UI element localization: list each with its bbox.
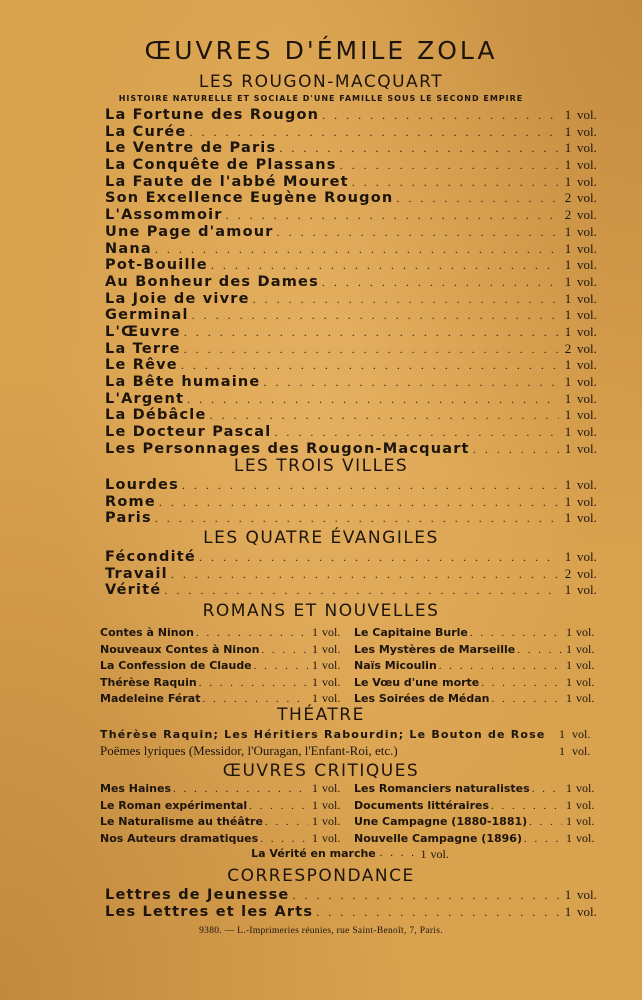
item-title: Documents littéraires [354, 798, 489, 812]
dot-leader [260, 374, 559, 391]
list-item [100, 743, 600, 760]
item-unit: vol. [577, 157, 597, 173]
item-title: Les Personnages des Rougon-Macquart [105, 440, 470, 457]
list-item [105, 904, 605, 921]
item-count: 1 [312, 658, 318, 672]
grid-cell [354, 780, 600, 797]
list-item [105, 190, 605, 207]
item-unit: vol. [576, 674, 595, 689]
item-title: Nos Auteurs dramatiques [100, 831, 259, 845]
item-title: Nouveaux Contes à Ninon [100, 642, 260, 656]
item-title: Rome [105, 493, 156, 510]
list-correspondance [105, 887, 605, 920]
item-count: 1 [566, 797, 572, 812]
item-count: 1 [566, 625, 572, 639]
item-unit: vol. [577, 440, 597, 456]
dot-leader [479, 675, 562, 691]
item-title: La Bête humaine [105, 374, 261, 390]
list-item [105, 140, 605, 157]
table-row [100, 674, 600, 691]
dot-leader [289, 887, 559, 904]
grid-cell [354, 813, 600, 830]
item-title: Travail [105, 565, 168, 582]
item-unit: vol. [572, 727, 591, 741]
item-count: 1 [564, 307, 572, 323]
list-item [105, 374, 605, 391]
list-item [105, 291, 605, 308]
item-title: La Conquête de Plassans [105, 157, 337, 174]
dot-leader [489, 798, 562, 814]
item-count: 1 [564, 240, 572, 256]
dot-leader [156, 494, 559, 511]
printer-imprint: 9380. — L.-Imprimeries réunies, rue Saint-Benoît, 7, Paris. [199, 926, 443, 936]
dot-leader [250, 291, 559, 308]
item-count: 1 [312, 674, 318, 689]
item-title: Lourdes [105, 477, 179, 493]
item-count: 1 [564, 290, 572, 306]
item-count: 1 [312, 691, 318, 705]
item-title: Naïs Micoulin [354, 659, 437, 672]
dot-leader [194, 625, 308, 641]
section-heading-correspondance: CORRESPONDANCE [227, 866, 415, 886]
item-count: 1 [564, 107, 572, 122]
dot-leader [207, 407, 559, 424]
dot-leader [189, 307, 559, 324]
item-unit: vol. [577, 493, 597, 509]
list-trois-villes [105, 477, 605, 527]
list-item [105, 341, 605, 358]
list-item [105, 424, 605, 441]
list-item [105, 107, 605, 124]
centered-item [100, 847, 600, 862]
item-unit: vol. [577, 549, 597, 564]
item-unit: vol. [577, 903, 597, 919]
item-unit: vol. [577, 424, 597, 440]
item-count: 2 [564, 207, 572, 223]
table-row [100, 641, 600, 658]
item-title: Fécondité [105, 549, 196, 565]
item-unit: vol. [576, 830, 595, 845]
dot-leader [468, 625, 562, 641]
list-item [105, 274, 605, 291]
item-count: 1 [564, 374, 572, 389]
item-unit: vol. [577, 207, 597, 223]
table-row [100, 780, 600, 797]
dot-leader [196, 549, 559, 566]
item-unit: vol. [322, 658, 341, 672]
dot-leader [171, 781, 308, 797]
dot-leader [247, 798, 308, 814]
list-rougon-macquart [105, 107, 605, 457]
item-count: 1 [564, 582, 572, 598]
item-count: 1 [559, 743, 565, 758]
list-item [105, 407, 605, 424]
grid-cell [100, 657, 348, 674]
item-count: 1 [564, 357, 572, 373]
item-unit: vol. [322, 814, 341, 828]
dot-leader [470, 441, 559, 458]
item-unit: vol. [322, 691, 341, 705]
item-unit: vol. [577, 565, 597, 581]
section-heading-rougon-macquart: LES ROUGON-MACQUART [198, 72, 444, 92]
item-unit: vol. [576, 691, 595, 705]
item-title: Thérèse Raquin [100, 675, 197, 689]
list-item [105, 391, 605, 408]
dot-leader [184, 391, 559, 408]
dot-leader [337, 157, 559, 174]
item-unit: vol. [577, 340, 597, 356]
item-count: 1 [564, 123, 572, 139]
item-unit: vol. [322, 625, 341, 639]
dot-leader [319, 107, 559, 124]
item-title: Son Excellence Eugène Rougon [105, 190, 394, 207]
item-count: 1 [420, 847, 427, 861]
item-count: 1 [566, 781, 572, 795]
page-title: ŒUVRES D'ÉMILE ZOLA [144, 36, 498, 65]
item-title: La Curée [105, 123, 187, 140]
item-unit: vol. [577, 374, 597, 389]
section-heading-quatre-evangiles: LES QUATRE ÉVANGILES [203, 528, 439, 548]
table-row [100, 813, 600, 830]
item-unit: vol. [577, 173, 597, 189]
dot-leader [527, 814, 562, 830]
item-title: L'Œuvre [105, 323, 181, 340]
grid-romans-nouvelles [100, 624, 600, 707]
item-title: Mes Haines [100, 782, 172, 795]
dot-leader [437, 658, 562, 674]
dot-leader [263, 814, 308, 830]
item-count: 1 [564, 223, 572, 239]
dot-leader [522, 831, 562, 847]
grid-cell [354, 674, 600, 691]
item-title: Les Soirées de Médan [354, 692, 490, 705]
dot-leader [223, 207, 559, 224]
dot-leader [208, 257, 559, 274]
item-unit: vol. [322, 674, 341, 689]
grid-cell [100, 641, 348, 658]
item-unit: vol. [577, 140, 597, 156]
section-heading-theatre: THÉATRE [277, 705, 365, 725]
item-count: 2 [564, 190, 572, 206]
table-row [100, 657, 600, 674]
list-item [105, 324, 605, 341]
dot-leader [168, 566, 559, 583]
list-item [100, 726, 600, 743]
section-heading-romans-nouvelles: ROMANS ET NOUVELLES [202, 601, 440, 621]
item-count: 1 [312, 830, 318, 845]
item-count: 1 [564, 510, 572, 526]
item-unit: vol. [577, 123, 597, 139]
grid-cell [100, 830, 348, 847]
dot-leader [258, 831, 308, 847]
item-unit: vol. [322, 781, 341, 795]
item-count: 1 [566, 814, 572, 828]
dot-leader [259, 642, 308, 658]
item-title: L'Argent [105, 390, 185, 407]
table-row [100, 797, 600, 814]
item-title: Madeleine Férat [100, 692, 201, 705]
list-item [105, 241, 605, 258]
table-row [100, 624, 600, 641]
item-title: Les Mystères de Marseille [354, 642, 516, 656]
dot-leader [178, 357, 559, 374]
dot-leader [276, 140, 559, 157]
table-row [100, 830, 600, 847]
item-unit: vol. [430, 847, 449, 861]
item-unit: vol. [577, 477, 597, 492]
item-unit: vol. [577, 107, 597, 122]
dot-leader [349, 174, 559, 191]
item-unit: vol. [577, 273, 597, 289]
item-title: Contes à Ninon [100, 626, 195, 639]
item-count: 1 [564, 407, 572, 423]
item-title: La Joie de vivre [105, 290, 250, 307]
item-count: 1 [566, 674, 572, 689]
list-item [105, 257, 605, 274]
grid-cell [354, 797, 600, 814]
item-unit: vol. [577, 290, 597, 306]
item-count: 1 [564, 477, 572, 492]
item-unit: vol. [577, 257, 597, 273]
item-count: 1 [564, 173, 572, 189]
item-title: Les Lettres et les Arts [105, 903, 314, 920]
list-item [105, 307, 605, 324]
grid-cell [100, 624, 348, 641]
item-count: 1 [312, 641, 318, 656]
item-title: La Débâcle [105, 407, 207, 424]
item-unit: vol. [577, 307, 597, 323]
item-unit: vol. [577, 223, 597, 239]
item-title: Une Page d'amour [105, 223, 274, 240]
grid-cell [100, 780, 348, 797]
grid-cell [100, 797, 348, 814]
list-item [105, 124, 605, 141]
item-count: 1 [566, 691, 572, 705]
item-title: La Fortune des Rougon [105, 107, 320, 123]
list-theatre [100, 726, 600, 759]
item-count: 2 [564, 565, 572, 581]
list-item [105, 224, 605, 241]
item-count: 1 [566, 641, 572, 656]
item-title: Le Naturalisme au théâtre [100, 815, 263, 828]
item-count: 1 [564, 390, 572, 406]
item-title: Vérité [105, 582, 162, 599]
item-count: 1 [564, 549, 572, 564]
dot-leader [186, 124, 559, 141]
item-unit: vol. [576, 814, 595, 828]
section-heading-oeuvres-critiques: ŒUVRES CRITIQUES [222, 761, 420, 781]
item-unit: vol. [576, 641, 595, 656]
item-count: 1 [566, 658, 572, 672]
list-quatre-evangiles [105, 549, 605, 599]
item-unit: vol. [577, 582, 597, 598]
item-unit: vol. [577, 323, 597, 339]
dot-leader [271, 424, 559, 441]
item-count: 1 [564, 440, 572, 456]
dot-leader [179, 477, 559, 494]
item-unit: vol. [576, 797, 595, 812]
list-item [105, 549, 605, 566]
list-item [105, 174, 605, 191]
item-title: Lettres de Jeunesse [105, 887, 290, 903]
item-title: Poëmes lyriques (Messidor, l'Ouragan, l'Enfant-Roi, etc.) [100, 742, 398, 758]
list-item [105, 477, 605, 494]
item-unit: vol. [322, 830, 341, 845]
dot-leader [252, 658, 308, 674]
item-count: 2 [564, 340, 572, 356]
item-title: Nouvelle Campagne (1896) [354, 831, 522, 845]
item-title: La Faute de l'abbé Mouret [105, 173, 349, 190]
list-item [105, 207, 605, 224]
item-title: Le Vœu d'une morte [354, 675, 480, 689]
item-count: 1 [564, 140, 572, 156]
grid-cell [100, 674, 348, 691]
item-unit: vol. [577, 190, 597, 206]
dot-leader [313, 904, 559, 921]
dot-leader [181, 341, 559, 358]
grid-cell [354, 641, 600, 658]
item-unit: vol. [576, 781, 595, 795]
item-title: Une Campagne (1880-1881) [354, 815, 528, 828]
item-count: 1 [564, 424, 572, 440]
list-item [105, 357, 605, 374]
item-unit: vol. [577, 390, 597, 406]
list-item [105, 494, 605, 511]
dot-leader [181, 324, 559, 341]
grid-cell [354, 830, 600, 847]
item-count: 1 [564, 903, 572, 919]
dot-leader: . . . . [379, 847, 417, 859]
section-subtitle: HISTOIRE NATURELLE ET SOCIALE D'UNE FAMILLE SOUS LE SECOND EMPIRE [118, 94, 524, 103]
item-count: 1 [564, 887, 572, 902]
item-unit: vol. [322, 641, 341, 656]
grid-cell [100, 813, 348, 830]
list-item [105, 157, 605, 174]
list-item [105, 566, 605, 583]
item-title: Germinal [105, 307, 189, 324]
item-count: 1 [312, 814, 318, 828]
item-count: 1 [564, 493, 572, 509]
item-unit: vol. [577, 240, 597, 256]
dot-leader [530, 781, 562, 797]
item-title: Le Capitaine Burle [354, 626, 468, 639]
item-unit: vol. [322, 797, 341, 812]
list-item [105, 887, 605, 904]
item-unit: vol. [577, 357, 597, 373]
item-unit: vol. [577, 887, 597, 902]
item-title: Les Romanciers naturalistes [354, 782, 530, 795]
list-item [105, 441, 605, 458]
item-title: Le Ventre de Paris [105, 140, 277, 157]
item-title: Nana [105, 240, 152, 257]
item-count: 1 [312, 781, 318, 795]
item-title: La Terre [105, 340, 181, 357]
grid-cell [354, 657, 600, 674]
item-count: 1 [312, 797, 318, 812]
item-count: 1 [564, 157, 572, 173]
item-title: Thérèse Raquin; Les Héritiers Rabourdin; Le Bouton de Rose [100, 728, 546, 741]
dot-leader [152, 241, 559, 258]
item-title: Au Bonheur des Dames [105, 273, 319, 290]
item-count: 1 [564, 257, 572, 273]
list-item [105, 510, 605, 527]
item-title: Pot-Bouille [105, 257, 208, 274]
item-title: La Confession de Claude [100, 659, 252, 672]
item-unit: vol. [576, 658, 595, 672]
dot-leader [152, 510, 559, 527]
section-heading-trois-villes: LES TROIS VILLES [233, 456, 409, 476]
item-unit: vol. [577, 407, 597, 423]
item-count: 1 [559, 727, 565, 741]
dot-leader [161, 582, 559, 599]
item-count: 1 [312, 625, 318, 639]
item-title: Le Rêve [105, 357, 178, 374]
dot-leader [393, 190, 559, 207]
item-title: Paris [105, 510, 152, 527]
list-item [105, 582, 605, 599]
item-count: 1 [564, 323, 572, 339]
item-title: La Vérité en marche [251, 847, 376, 860]
grid-oeuvres-critiques [100, 780, 600, 846]
item-count: 1 [566, 830, 572, 845]
dot-leader [197, 675, 308, 691]
item-title: L'Assommoir [105, 207, 223, 224]
dot-leader [274, 224, 559, 241]
dot-leader [515, 642, 562, 658]
item-unit: vol. [577, 510, 597, 526]
item-unit: vol. [572, 743, 591, 758]
item-title: Le Docteur Pascal [105, 424, 272, 441]
item-title: Le Roman expérimental [100, 798, 248, 812]
dot-leader [319, 274, 559, 291]
grid-cell [354, 624, 600, 641]
item-unit: vol. [576, 625, 595, 639]
item-count: 1 [564, 273, 572, 289]
